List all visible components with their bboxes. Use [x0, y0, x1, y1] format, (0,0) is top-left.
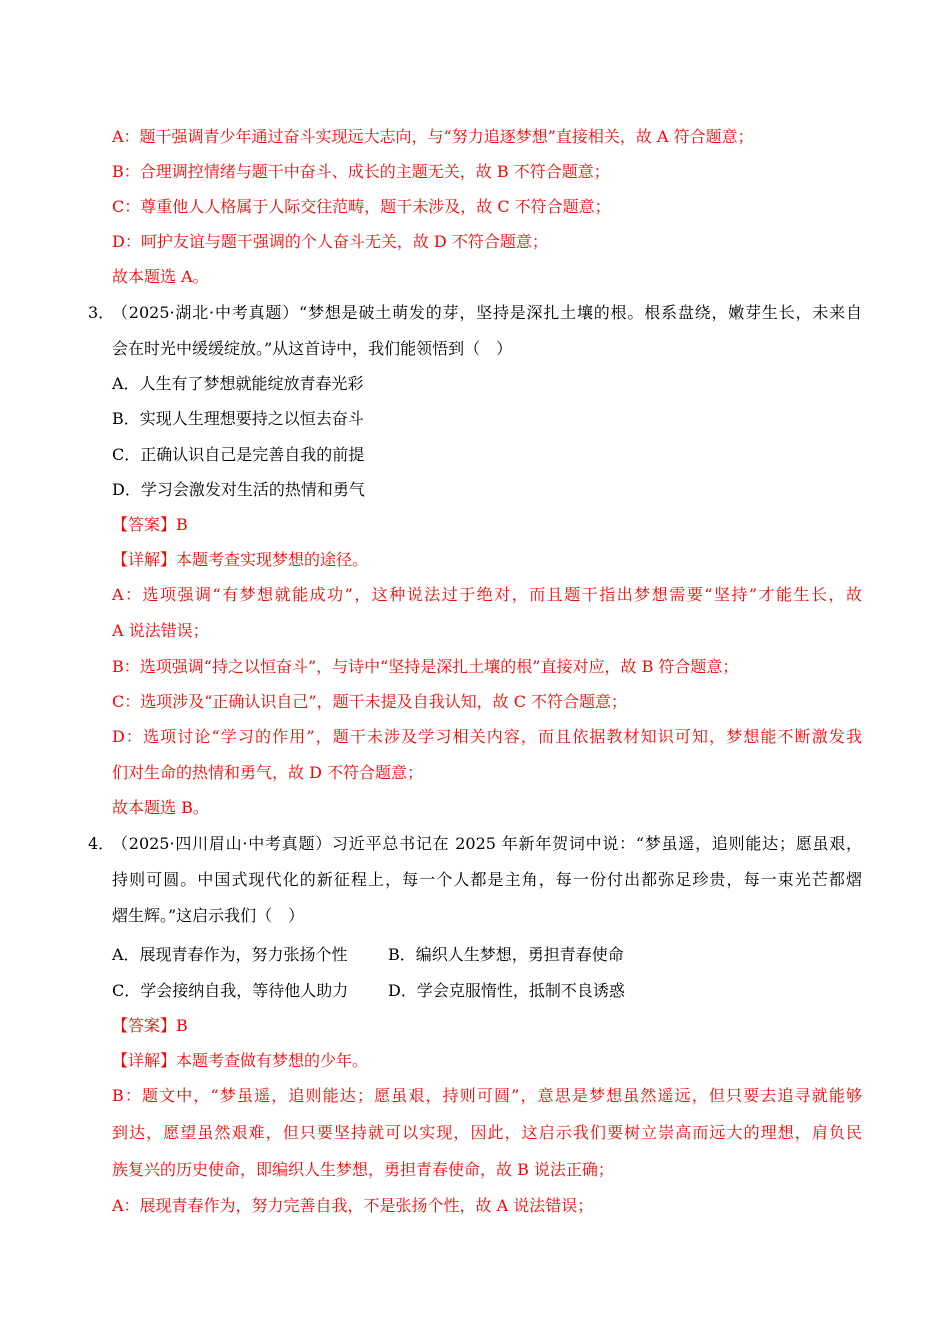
q2-conclusion: 故本题选 A。	[112, 267, 209, 286]
q4-analysis-a: A：展现青春作为，努力完善自我，不是张扬个性，故 A 说法错误；	[112, 1196, 594, 1215]
q4-option-a: A．展现青春作为，努力张扬个性	[112, 945, 348, 964]
q2-analysis-a: A：题干强调青少年通过奋斗实现远大志向，与“努力追逐梦想”直接相关，故 A 符合题意；	[112, 127, 754, 146]
q2-analysis-c: C：尊重他人人格属于人际交往范畴，题干未涉及，故 C 不符合题意；	[112, 197, 611, 216]
q4-detail: 【详解】本题考查做有梦想的少年。	[112, 1051, 369, 1070]
q3-analysis-b: B：选项强调“持之以恒奋斗”，与诗中“坚持是深扎土壤的根”直接对应，故 B 符合题意；	[112, 657, 739, 676]
q4-stem-line3: 熠生辉。”这启示我们（ ）	[112, 906, 305, 925]
q3-option-b: B．实现人生理想要持之以恒去奋斗	[112, 409, 364, 428]
q4-analysis-b-line1: B：题文中，“梦虽遥，追则能达；愿虽艰，持则可圆”，意思是梦想虽然遥远，但只要去追寻就能够	[112, 1086, 862, 1105]
q4-stem-line1: （2025·四川眉山·中考真题）习近平总书记在 2025 年新年贺词中说：“梦虽遥，追则能达；愿虽艰，	[112, 834, 862, 853]
q3-analysis-d-line1: D：选项讨论“学习的作用”，题干未涉及学习相关内容，而且依据教材知识可知，梦想能不断激发我	[112, 727, 862, 746]
q3-conclusion: 故本题选 B。	[112, 798, 209, 817]
q2-analysis-b: B：合理调控情绪与题干中奋斗、成长的主题无关，故 B 不符合题意；	[112, 162, 610, 181]
q4-analysis-b-line2: 到达，愿望虽然艰难，但只要坚持就可以实现，因此，这启示我们要树立崇高而远大的理想，肩负民	[112, 1123, 862, 1142]
q4-option-c: C．学会接纳自我，等待他人助力	[112, 981, 349, 1000]
q3-detail: 【详解】本题考查实现梦想的途径。	[112, 550, 369, 569]
q4-answer: 【答案】B	[112, 1016, 188, 1035]
q4-stem-line2: 持则可圆。中国式现代化的新征程上，每一个人都是主角，每一份付出都弥足珍贵，每一束光芒都熠	[112, 870, 862, 889]
q4-option-b: B．编织人生梦想，勇担青春使命	[388, 945, 624, 964]
q3-analysis-a-line1: A：选项强调“有梦想就能成功”，这种说法过于绝对，而且题干指出梦想需要“坚持”才能生长，故	[112, 585, 862, 604]
q3-stem-line2: 会在时光中缓缓绽放。”从这首诗中，我们能领悟到（ ）	[112, 339, 513, 358]
q4-number: 4．	[88, 834, 115, 853]
q3-analysis-c: C：选项涉及“正确认识自己”，题干未提及自我认知，故 C 不符合题意；	[112, 692, 628, 711]
q3-number: 3．	[88, 303, 115, 322]
q3-answer: 【答案】B	[112, 515, 188, 534]
q4-option-d: D．学会克服惰性，抵制不良诱惑	[388, 981, 625, 1000]
q2-analysis-d: D：呵护友谊与题干强调的个人奋斗无关，故 D 不符合题意；	[112, 232, 548, 251]
q3-option-a: A．人生有了梦想就能绽放青春光彩	[112, 374, 364, 393]
q3-analysis-d-line2: 们对生命的热情和勇气，故 D 不符合题意；	[112, 763, 424, 782]
q4-analysis-b-line3: 族复兴的历史使命，即编织人生梦想，勇担青春使命，故 B 说法正确；	[112, 1160, 614, 1179]
q3-option-d: D．学习会激发对生活的热情和勇气	[112, 480, 365, 499]
q3-analysis-a-line2: A 说法错误；	[112, 621, 209, 640]
q3-option-c: C．正确认识自己是完善自我的前提	[112, 445, 365, 464]
q3-stem-line1: （2025·湖北·中考真题）“梦想是破土萌发的芽，坚持是深扎土壤的根。根系盘绕，嫩芽生长，未来自	[112, 303, 862, 322]
